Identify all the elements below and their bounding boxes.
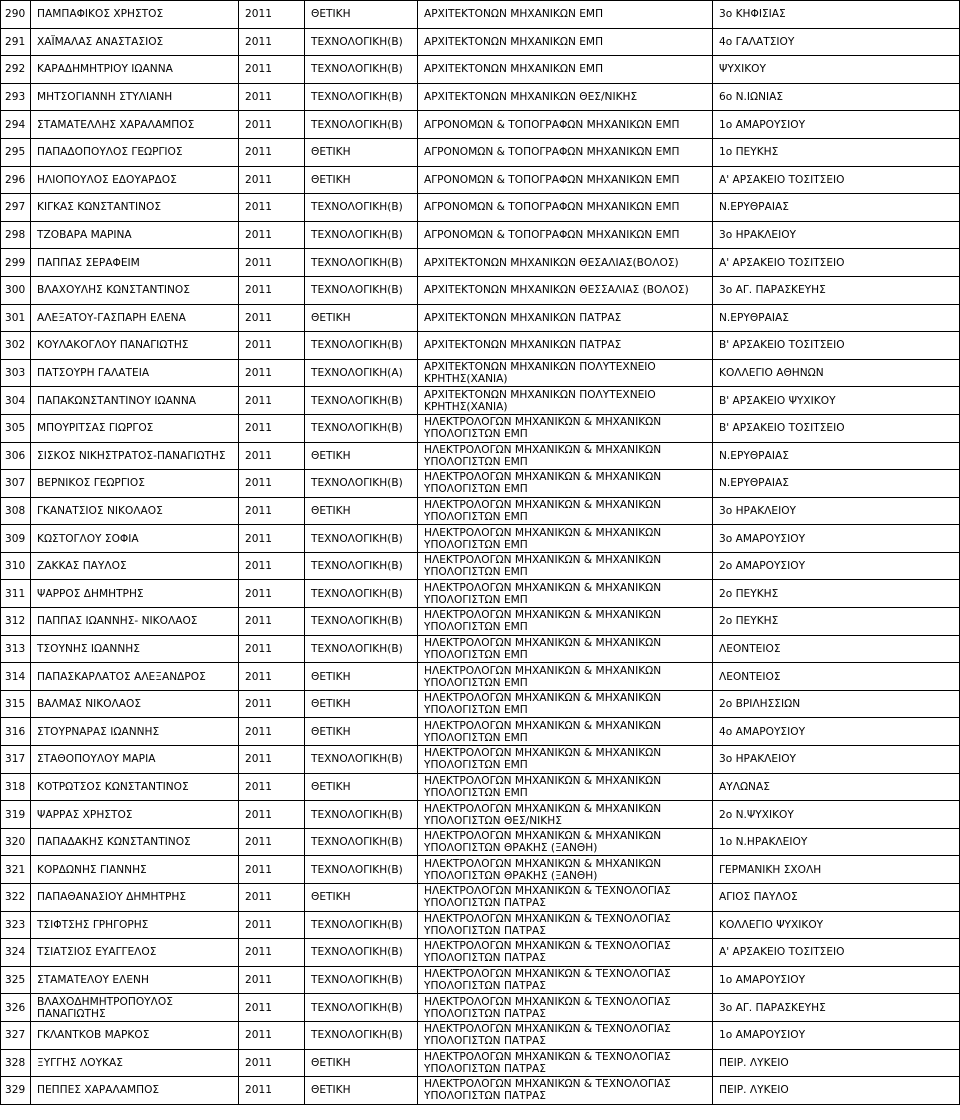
school-cell: 3ο ΗΡΑΚΛΕΙΟΥ	[713, 497, 960, 525]
school-cell: 1ο ΑΜΑΡΟΥΣΙΟΥ	[713, 966, 960, 994]
table-row	[1, 552, 960, 580]
student-name-cell: ΚΟΥΛΑΚΟΓΛΟΥ ΠΑΝΑΓΙΩΤΗΣ	[31, 332, 239, 360]
school-cell: 4ο ΑΜΑΡΟΥΣΙΟΥ	[713, 718, 960, 746]
student-name-cell: ΓΚΛΑΝΤΚΟΒ ΜΑΡΚΟΣ	[31, 1021, 239, 1049]
school-cell: ΛΕΟΝΤΕΙΟΣ	[713, 635, 960, 663]
table-row	[1, 856, 960, 884]
department-cell: ΑΡΧΙΤΕΚΤΟΝΩΝ ΜΗΧΑΝΙΚΩΝ ΘΕΣΑΛΙΑΣ(ΒΟΛΟΣ)	[418, 249, 713, 277]
year-cell: 2011	[239, 580, 305, 608]
student-name-cell: ΠΑΠΠΑΣ ΣΕΡΑΦΕΙΜ	[31, 249, 239, 277]
table-row	[1, 525, 960, 553]
department-cell: ΑΓΡΟΝΟΜΩΝ & ΤΟΠΟΓΡΑΦΩΝ ΜΗΧΑΝΙΚΩΝ ΕΜΠ	[418, 166, 713, 194]
direction-cell: ΤΕΧΝΟΛΟΓΙΚΗ(Β)	[305, 994, 418, 1022]
school-cell: Β' ΑΡΣΑΚΕΙΟ ΨΥΧΙΚΟΥ	[713, 387, 960, 415]
table-row	[1, 718, 960, 746]
row-number-cell: 307	[1, 470, 31, 498]
direction-cell: ΘΕΤΙΚΗ	[305, 690, 418, 718]
year-cell: 2011	[239, 994, 305, 1022]
year-cell: 2011	[239, 635, 305, 663]
row-number-cell: 308	[1, 497, 31, 525]
department-cell: ΑΡΧΙΤΕΚΤΟΝΩΝ ΜΗΧΑΝΙΚΩΝ ΘΕΣ/ΝΙΚΗΣ	[418, 83, 713, 111]
table-body	[1, 1, 960, 1105]
school-cell: ΚΟΛΛΕΓΙΟ ΨΥΧΙΚΟΥ	[713, 911, 960, 939]
student-name-cell: ΚΩΣΤΟΓΛΟΥ ΣΟΦΙΑ	[31, 525, 239, 553]
school-cell: 3ο ΑΓ. ΠΑΡΑΣΚΕΥΗΣ	[713, 276, 960, 304]
student-name-cell: ΣΤΑΘΟΠΟΥΛΟΥ ΜΑΡΙΑ	[31, 746, 239, 774]
department-cell: ΗΛΕΚΤΡΟΛΟΓΩΝ ΜΗΧΑΝΙΚΩΝ & ΜΗΧΑΝΙΚΩΝ ΥΠΟΛΟΓΙΣΤΩΝ ΕΜΠ	[418, 580, 713, 608]
school-cell: Α' ΑΡΣΑΚΕΙΟ ΤΟΣΙΤΣΕΙΟ	[713, 939, 960, 967]
department-cell: ΗΛΕΚΤΡΟΛΟΓΩΝ ΜΗΧΑΝΙΚΩΝ & ΤΕΧΝΟΛΟΓΙΑΣ ΥΠΟΛΟΓΙΣΤΩΝ ΠΑΤΡΑΣ	[418, 884, 713, 912]
year-cell: 2011	[239, 718, 305, 746]
school-cell: 2ο Ν.ΨΥΧΙΚΟΥ	[713, 801, 960, 829]
school-cell: Ν.ΕΡΥΘΡΑΙΑΣ	[713, 470, 960, 498]
student-name-cell: ΤΣΙΦΤΣΗΣ ΓΡΗΓΟΡΗΣ	[31, 911, 239, 939]
department-cell: ΑΡΧΙΤΕΚΤΟΝΩΝ ΜΗΧΑΝΙΚΩΝ ΠΑΤΡΑΣ	[418, 304, 713, 332]
year-cell: 2011	[239, 304, 305, 332]
year-cell: 2011	[239, 442, 305, 470]
school-cell: 1ο Ν.ΗΡΑΚΛΕΙΟΥ	[713, 828, 960, 856]
school-cell: 3ο ΑΜΑΡΟΥΣΙΟΥ	[713, 525, 960, 553]
department-cell: ΗΛΕΚΤΡΟΛΟΓΩΝ ΜΗΧΑΝΙΚΩΝ & ΜΗΧΑΝΙΚΩΝ ΥΠΟΛΟΓΙΣΤΩΝ ΕΜΠ	[418, 635, 713, 663]
row-number-cell: 301	[1, 304, 31, 332]
school-cell: 3ο ΗΡΑΚΛΕΙΟΥ	[713, 746, 960, 774]
direction-cell: ΤΕΧΝΟΛΟΓΙΚΗ(Β)	[305, 1021, 418, 1049]
school-cell: 2ο ΠΕΥΚΗΣ	[713, 608, 960, 636]
row-number-cell: 310	[1, 552, 31, 580]
table-row	[1, 497, 960, 525]
department-cell: ΑΓΡΟΝΟΜΩΝ & ΤΟΠΟΓΡΑΦΩΝ ΜΗΧΑΝΙΚΩΝ ΕΜΠ	[418, 194, 713, 222]
year-cell: 2011	[239, 138, 305, 166]
department-cell: ΗΛΕΚΤΡΟΛΟΓΩΝ ΜΗΧΑΝΙΚΩΝ & ΜΗΧΑΝΙΚΩΝ ΥΠΟΛΟΓΙΣΤΩΝ ΕΜΠ	[418, 470, 713, 498]
row-number-cell: 327	[1, 1021, 31, 1049]
student-name-cell: ΠΑΠΑΣΚΑΡΛΑΤΟΣ ΑΛΕΞΑΝΔΡΟΣ	[31, 663, 239, 691]
student-name-cell: ΨΑΡΡΟΣ ΔΗΜΗΤΡΗΣ	[31, 580, 239, 608]
direction-cell: ΘΕΤΙΚΗ	[305, 138, 418, 166]
department-cell: ΗΛΕΚΤΡΟΛΟΓΩΝ ΜΗΧΑΝΙΚΩΝ & ΤΕΧΝΟΛΟΓΙΑΣ ΥΠΟΛΟΓΙΣΤΩΝ ΠΑΤΡΑΣ	[418, 939, 713, 967]
table-row	[1, 746, 960, 774]
direction-cell: ΤΕΧΝΟΛΟΓΙΚΗ(Β)	[305, 414, 418, 442]
school-cell: ΑΓΙΟΣ ΠΑΥΛΟΣ	[713, 884, 960, 912]
table-row	[1, 939, 960, 967]
table-row	[1, 1021, 960, 1049]
department-cell: ΗΛΕΚΤΡΟΛΟΓΩΝ ΜΗΧΑΝΙΚΩΝ & ΜΗΧΑΝΙΚΩΝ ΥΠΟΛΟΓΙΣΤΩΝ ΕΜΠ	[418, 497, 713, 525]
table-row	[1, 28, 960, 56]
student-name-cell: ΠΑΤΣΟΥΡΗ ΓΑΛΑΤΕΙΑ	[31, 359, 239, 387]
row-number-cell: 304	[1, 387, 31, 415]
department-cell: ΗΛΕΚΤΡΟΛΟΓΩΝ ΜΗΧΑΝΙΚΩΝ & ΤΕΧΝΟΛΟΓΙΑΣ ΥΠΟΛΟΓΙΣΤΩΝ ΠΑΤΡΑΣ	[418, 966, 713, 994]
department-cell: ΗΛΕΚΤΡΟΛΟΓΩΝ ΜΗΧΑΝΙΚΩΝ & ΤΕΧΝΟΛΟΓΙΑΣ ΥΠΟΛΟΓΙΣΤΩΝ ΠΑΤΡΑΣ	[418, 1021, 713, 1049]
student-name-cell: ΣΙΣΚΟΣ ΝΙΚΗΣΤΡΑΤΟΣ-ΠΑΝΑΓΙΩΤΗΣ	[31, 442, 239, 470]
year-cell: 2011	[239, 552, 305, 580]
direction-cell: ΤΕΧΝΟΛΟΓΙΚΗ(Β)	[305, 111, 418, 139]
student-name-cell: ΤΣΟΥΝΗΣ ΙΩΑΝΝΗΣ	[31, 635, 239, 663]
student-name-cell: ΚΟΤΡΩΤΣΟΣ ΚΩΝΣΤΑΝΤΙΝΟΣ	[31, 773, 239, 801]
table-row	[1, 332, 960, 360]
table-row	[1, 828, 960, 856]
student-name-cell: ΗΛΙΟΠΟΥΛΟΣ ΕΔΟΥΑΡΔΟΣ	[31, 166, 239, 194]
table-row	[1, 1049, 960, 1077]
student-name-cell: ΠΑΜΠΑΦΙΚΟΣ ΧΡΗΣΤΟΣ	[31, 1, 239, 29]
department-cell: ΑΓΡΟΝΟΜΩΝ & ΤΟΠΟΓΡΑΦΩΝ ΜΗΧΑΝΙΚΩΝ ΕΜΠ	[418, 221, 713, 249]
student-name-cell: ΒΕΡΝΙΚΟΣ ΓΕΩΡΓΙΟΣ	[31, 470, 239, 498]
year-cell: 2011	[239, 663, 305, 691]
table-row	[1, 1077, 960, 1105]
table-row	[1, 580, 960, 608]
school-cell: Α' ΑΡΣΑΚΕΙΟ ΤΟΣΙΤΣΕΙΟ	[713, 166, 960, 194]
school-cell: Β' ΑΡΣΑΚΕΙΟ ΤΟΣΙΤΣΕΙΟ	[713, 332, 960, 360]
year-cell: 2011	[239, 746, 305, 774]
direction-cell: ΤΕΧΝΟΛΟΓΙΚΗ(Β)	[305, 83, 418, 111]
direction-cell: ΤΕΧΝΟΛΟΓΙΚΗ(Β)	[305, 194, 418, 222]
table-row	[1, 608, 960, 636]
department-cell: ΑΡΧΙΤΕΚΤΟΝΩΝ ΜΗΧΑΝΙΚΩΝ ΠΟΛΥΤΕΧΝΕΙΟ ΚΡΗΤΗΣ(ΧΑΝΙΑ)	[418, 387, 713, 415]
year-cell: 2011	[239, 83, 305, 111]
direction-cell: ΤΕΧΝΟΛΟΓΙΚΗ(Β)	[305, 580, 418, 608]
school-cell: 3ο ΚΗΦΙΣΙΑΣ	[713, 1, 960, 29]
department-cell: ΗΛΕΚΤΡΟΛΟΓΩΝ ΜΗΧΑΝΙΚΩΝ & ΜΗΧΑΝΙΚΩΝ ΥΠΟΛΟΓΙΣΤΩΝ ΕΜΠ	[418, 552, 713, 580]
school-cell: 3ο ΗΡΑΚΛΕΙΟΥ	[713, 221, 960, 249]
direction-cell: ΤΕΧΝΟΛΟΓΙΚΗ(Β)	[305, 332, 418, 360]
direction-cell: ΤΕΧΝΟΛΟΓΙΚΗ(Β)	[305, 966, 418, 994]
year-cell: 2011	[239, 221, 305, 249]
direction-cell: ΤΕΧΝΟΛΟΓΙΚΗ(Β)	[305, 56, 418, 84]
row-number-cell: 290	[1, 1, 31, 29]
school-cell: 2ο ΒΡΙΛΗΣΣΙΩΝ	[713, 690, 960, 718]
department-cell: ΗΛΕΚΤΡΟΛΟΓΩΝ ΜΗΧΑΝΙΚΩΝ & ΜΗΧΑΝΙΚΩΝ ΥΠΟΛΟΓΙΣΤΩΝ ΕΜΠ	[418, 718, 713, 746]
student-name-cell: ΤΣΙΑΤΣΙΟΣ ΕΥΑΓΓΕΛΟΣ	[31, 939, 239, 967]
direction-cell: ΤΕΧΝΟΛΟΓΙΚΗ(Β)	[305, 525, 418, 553]
department-cell: ΗΛΕΚΤΡΟΛΟΓΩΝ ΜΗΧΑΝΙΚΩΝ & ΜΗΧΑΝΙΚΩΝ ΥΠΟΛΟΓΙΣΤΩΝ ΕΜΠ	[418, 525, 713, 553]
table-row	[1, 194, 960, 222]
school-cell: 1ο ΑΜΑΡΟΥΣΙΟΥ	[713, 111, 960, 139]
year-cell: 2011	[239, 884, 305, 912]
row-number-cell: 298	[1, 221, 31, 249]
direction-cell: ΤΕΧΝΟΛΟΓΙΚΗ(Β)	[305, 276, 418, 304]
year-cell: 2011	[239, 194, 305, 222]
table-row	[1, 83, 960, 111]
department-cell: ΗΛΕΚΤΡΟΛΟΓΩΝ ΜΗΧΑΝΙΚΩΝ & ΜΗΧΑΝΙΚΩΝ ΥΠΟΛΟΓΙΣΤΩΝ ΕΜΠ	[418, 663, 713, 691]
year-cell: 2011	[239, 911, 305, 939]
student-name-cell: ΑΛΕΞΑΤΟΥ-ΓΑΣΠΑΡΗ ΕΛΕΝΑ	[31, 304, 239, 332]
year-cell: 2011	[239, 470, 305, 498]
year-cell: 2011	[239, 1049, 305, 1077]
school-cell: ΓΕΡΜΑΝΙΚΗ ΣΧΟΛΗ	[713, 856, 960, 884]
table-row	[1, 56, 960, 84]
row-number-cell: 291	[1, 28, 31, 56]
table-row	[1, 166, 960, 194]
student-name-cell: ΜΗΤΣΟΓΙΑΝΝΗ ΣΤΥΛΙΑΝΗ	[31, 83, 239, 111]
year-cell: 2011	[239, 1077, 305, 1105]
student-name-cell: ΚΟΡΔΩΝΗΣ ΓΙΑΝΝΗΣ	[31, 856, 239, 884]
department-cell: ΑΡΧΙΤΕΚΤΟΝΩΝ ΜΗΧΑΝΙΚΩΝ ΠΑΤΡΑΣ	[418, 332, 713, 360]
year-cell: 2011	[239, 359, 305, 387]
table-row	[1, 414, 960, 442]
row-number-cell: 295	[1, 138, 31, 166]
year-cell: 2011	[239, 828, 305, 856]
year-cell: 2011	[239, 939, 305, 967]
row-number-cell: 323	[1, 911, 31, 939]
school-cell: ΛΕΟΝΤΕΙΟΣ	[713, 663, 960, 691]
table-row	[1, 470, 960, 498]
school-cell: 4ο ΓΑΛΑΤΣΙΟΥ	[713, 28, 960, 56]
school-cell: 6ο Ν.ΙΩΝΙΑΣ	[713, 83, 960, 111]
table-row	[1, 994, 960, 1022]
school-cell: 1ο ΠΕΥΚΗΣ	[713, 138, 960, 166]
school-cell: Α' ΑΡΣΑΚΕΙΟ ΤΟΣΙΤΣΕΙΟ	[713, 249, 960, 277]
student-name-cell: ΒΑΛΜΑΣ ΝΙΚΟΛΑΟΣ	[31, 690, 239, 718]
school-cell: 2ο ΠΕΥΚΗΣ	[713, 580, 960, 608]
student-name-cell: ΒΛΑΧΟΔΗΜΗΤΡΟΠΟΥΛΟΣ ΠΑΝΑΓΙΩΤΗΣ	[31, 994, 239, 1022]
direction-cell: ΤΕΧΝΟΛΟΓΙΚΗ(Β)	[305, 746, 418, 774]
school-cell: ΠΕΙΡ. ΛΥΚΕΙΟ	[713, 1077, 960, 1105]
student-name-cell: ΓΚΑΝΑΤΣΙΟΣ ΝΙΚΟΛΑΟΣ	[31, 497, 239, 525]
school-cell: 3ο ΑΓ. ΠΑΡΑΣΚΕΥΗΣ	[713, 994, 960, 1022]
year-cell: 2011	[239, 414, 305, 442]
year-cell: 2011	[239, 966, 305, 994]
table-row	[1, 276, 960, 304]
school-cell: 1ο ΑΜΑΡΟΥΣΙΟΥ	[713, 1021, 960, 1049]
row-number-cell: 294	[1, 111, 31, 139]
row-number-cell: 297	[1, 194, 31, 222]
row-number-cell: 321	[1, 856, 31, 884]
row-number-cell: 316	[1, 718, 31, 746]
row-number-cell: 313	[1, 635, 31, 663]
department-cell: ΑΡΧΙΤΕΚΤΟΝΩΝ ΜΗΧΑΝΙΚΩΝ ΕΜΠ	[418, 1, 713, 29]
table-row	[1, 663, 960, 691]
student-name-cell: ΜΠΟΥΡΙΤΣΑΣ ΓΙΩΡΓΟΣ	[31, 414, 239, 442]
student-name-cell: ΧΑΪΜΑΛΑΣ ΑΝΑΣΤΑΣΙΟΣ	[31, 28, 239, 56]
department-cell: ΗΛΕΚΤΡΟΛΟΓΩΝ ΜΗΧΑΝΙΚΩΝ & ΤΕΧΝΟΛΟΓΙΑΣ ΥΠΟΛΟΓΙΣΤΩΝ ΠΑΤΡΑΣ	[418, 1049, 713, 1077]
row-number-cell: 302	[1, 332, 31, 360]
direction-cell: ΘΕΤΙΚΗ	[305, 497, 418, 525]
row-number-cell: 305	[1, 414, 31, 442]
row-number-cell: 317	[1, 746, 31, 774]
table-row	[1, 249, 960, 277]
row-number-cell: 328	[1, 1049, 31, 1077]
student-name-cell: ΠΑΠΑΚΩΝΣΤΑΝΤΙΝΟΥ ΙΩΑΝΝΑ	[31, 387, 239, 415]
department-cell: ΗΛΕΚΤΡΟΛΟΓΩΝ ΜΗΧΑΝΙΚΩΝ & ΜΗΧΑΝΙΚΩΝ ΥΠΟΛΟΓΙΣΤΩΝ ΘΡΑΚΗΣ (ΞΑΝΘΗ)	[418, 856, 713, 884]
student-name-cell: ΒΛΑΧΟΥΛΗΣ ΚΩΝΣΤΑΝΤΙΝΟΣ	[31, 276, 239, 304]
direction-cell: ΤΕΧΝΟΛΟΓΙΚΗ(Β)	[305, 801, 418, 829]
table-row	[1, 635, 960, 663]
department-cell: ΑΡΧΙΤΕΚΤΟΝΩΝ ΜΗΧΑΝΙΚΩΝ ΠΟΛΥΤΕΧΝΕΙΟ ΚΡΗΤΗΣ(ΧΑΝΙΑ)	[418, 359, 713, 387]
row-number-cell: 318	[1, 773, 31, 801]
department-cell: ΗΛΕΚΤΡΟΛΟΓΩΝ ΜΗΧΑΝΙΚΩΝ & ΜΗΧΑΝΙΚΩΝ ΥΠΟΛΟΓΙΣΤΩΝ ΕΜΠ	[418, 414, 713, 442]
direction-cell: ΘΕΤΙΚΗ	[305, 718, 418, 746]
school-cell: 2ο ΑΜΑΡΟΥΣΙΟΥ	[713, 552, 960, 580]
year-cell: 2011	[239, 608, 305, 636]
row-number-cell: 296	[1, 166, 31, 194]
student-name-cell: ΠΑΠΑΔΑΚΗΣ ΚΩΝΣΤΑΝΤΙΝΟΣ	[31, 828, 239, 856]
table-row	[1, 966, 960, 994]
student-name-cell: ΣΤΟΥΡΝΑΡΑΣ ΙΩΑΝΝΗΣ	[31, 718, 239, 746]
direction-cell: ΤΕΧΝΟΛΟΓΙΚΗ(Β)	[305, 828, 418, 856]
row-number-cell: 314	[1, 663, 31, 691]
student-name-cell: ΚΑΡΑΔΗΜΗΤΡΙΟΥ ΙΩΑΝΝΑ	[31, 56, 239, 84]
school-cell: Ν.ΕΡΥΘΡΑΙΑΣ	[713, 304, 960, 332]
direction-cell: ΤΕΧΝΟΛΟΓΙΚΗ(Β)	[305, 249, 418, 277]
row-number-cell: 322	[1, 884, 31, 912]
department-cell: ΗΛΕΚΤΡΟΛΟΓΩΝ ΜΗΧΑΝΙΚΩΝ & ΤΕΧΝΟΛΟΓΙΑΣ ΥΠΟΛΟΓΙΣΤΩΝ ΠΑΤΡΑΣ	[418, 994, 713, 1022]
table-row	[1, 138, 960, 166]
direction-cell: ΤΕΧΝΟΛΟΓΙΚΗ(Β)	[305, 911, 418, 939]
direction-cell: ΤΕΧΝΟΛΟΓΙΚΗ(Β)	[305, 552, 418, 580]
department-cell: ΗΛΕΚΤΡΟΛΟΓΩΝ ΜΗΧΑΝΙΚΩΝ & ΜΗΧΑΝΙΚΩΝ ΥΠΟΛΟΓΙΣΤΩΝ ΕΜΠ	[418, 746, 713, 774]
row-number-cell: 311	[1, 580, 31, 608]
direction-cell: ΤΕΧΝΟΛΟΓΙΚΗ(Β)	[305, 939, 418, 967]
school-cell: ΑΥΛΩΝΑΣ	[713, 773, 960, 801]
year-cell: 2011	[239, 497, 305, 525]
table-row	[1, 911, 960, 939]
table-row	[1, 387, 960, 415]
department-cell: ΗΛΕΚΤΡΟΛΟΓΩΝ ΜΗΧΑΝΙΚΩΝ & ΜΗΧΑΝΙΚΩΝ ΥΠΟΛΟΓΙΣΤΩΝ ΕΜΠ	[418, 773, 713, 801]
direction-cell: ΘΕΤΙΚΗ	[305, 1077, 418, 1105]
direction-cell: ΘΕΤΙΚΗ	[305, 663, 418, 691]
table-row	[1, 111, 960, 139]
year-cell: 2011	[239, 1021, 305, 1049]
student-name-cell: ΠΕΠΠΕΣ ΧΑΡΑΛΑΜΠΟΣ	[31, 1077, 239, 1105]
direction-cell: ΘΕΤΙΚΗ	[305, 773, 418, 801]
year-cell: 2011	[239, 166, 305, 194]
year-cell: 2011	[239, 801, 305, 829]
table-row	[1, 1, 960, 29]
student-name-cell: ΞΥΓΓΗΣ ΛΟΥΚΑΣ	[31, 1049, 239, 1077]
table-row	[1, 884, 960, 912]
table-row	[1, 304, 960, 332]
student-name-cell: ΠΑΠΑΘΑΝΑΣΙΟΥ ΔΗΜΗΤΡΗΣ	[31, 884, 239, 912]
student-name-cell: ΤΖΟΒΑΡΑ ΜΑΡΙΝΑ	[31, 221, 239, 249]
year-cell: 2011	[239, 525, 305, 553]
table-row	[1, 221, 960, 249]
school-cell: Ν.ΕΡΥΘΡΑΙΑΣ	[713, 194, 960, 222]
department-cell: ΗΛΕΚΤΡΟΛΟΓΩΝ ΜΗΧΑΝΙΚΩΝ & ΤΕΧΝΟΛΟΓΙΑΣ ΥΠΟΛΟΓΙΣΤΩΝ ΠΑΤΡΑΣ	[418, 1077, 713, 1105]
department-cell: ΑΓΡΟΝΟΜΩΝ & ΤΟΠΟΓΡΑΦΩΝ ΜΗΧΑΝΙΚΩΝ ΕΜΠ	[418, 111, 713, 139]
year-cell: 2011	[239, 28, 305, 56]
student-name-cell: ΣΤΑΜΑΤΕΛΟΥ ΕΛΕΝΗ	[31, 966, 239, 994]
direction-cell: ΤΕΧΝΟΛΟΓΙΚΗ(Β)	[305, 470, 418, 498]
department-cell: ΗΛΕΚΤΡΟΛΟΓΩΝ ΜΗΧΑΝΙΚΩΝ & ΜΗΧΑΝΙΚΩΝ ΥΠΟΛΟΓΙΣΤΩΝ ΕΜΠ	[418, 608, 713, 636]
direction-cell: ΤΕΧΝΟΛΟΓΙΚΗ(Β)	[305, 387, 418, 415]
table-row	[1, 773, 960, 801]
row-number-cell: 324	[1, 939, 31, 967]
table-row	[1, 690, 960, 718]
school-cell: ΚΟΛΛΕΓΙΟ ΑΘΗΝΩΝ	[713, 359, 960, 387]
year-cell: 2011	[239, 249, 305, 277]
year-cell: 2011	[239, 276, 305, 304]
department-cell: ΑΡΧΙΤΕΚΤΟΝΩΝ ΜΗΧΑΝΙΚΩΝ ΘΕΣΣΑΛΙΑΣ (ΒΟΛΟΣ)	[418, 276, 713, 304]
year-cell: 2011	[239, 690, 305, 718]
direction-cell: ΘΕΤΙΚΗ	[305, 166, 418, 194]
row-number-cell: 306	[1, 442, 31, 470]
school-cell: ΨΥΧΙΚΟΥ	[713, 56, 960, 84]
row-number-cell: 319	[1, 801, 31, 829]
row-number-cell: 329	[1, 1077, 31, 1105]
year-cell: 2011	[239, 856, 305, 884]
row-number-cell: 299	[1, 249, 31, 277]
department-cell: ΑΓΡΟΝΟΜΩΝ & ΤΟΠΟΓΡΑΦΩΝ ΜΗΧΑΝΙΚΩΝ ΕΜΠ	[418, 138, 713, 166]
direction-cell: ΘΕΤΙΚΗ	[305, 1, 418, 29]
student-name-cell: ΖΑΚΚΑΣ ΠΑΥΛΟΣ	[31, 552, 239, 580]
school-cell: Β' ΑΡΣΑΚΕΙΟ ΤΟΣΙΤΣΕΙΟ	[713, 414, 960, 442]
student-name-cell: ΚΙΓΚΑΣ ΚΩΝΣΤΑΝΤΙΝΟΣ	[31, 194, 239, 222]
direction-cell: ΘΕΤΙΚΗ	[305, 304, 418, 332]
department-cell: ΗΛΕΚΤΡΟΛΟΓΩΝ ΜΗΧΑΝΙΚΩΝ & ΜΗΧΑΝΙΚΩΝ ΥΠΟΛΟΓΙΣΤΩΝ ΘΡΑΚΗΣ (ΞΑΝΘΗ)	[418, 828, 713, 856]
direction-cell: ΤΕΧΝΟΛΟΓΙΚΗ(Β)	[305, 635, 418, 663]
year-cell: 2011	[239, 1, 305, 29]
department-cell: ΗΛΕΚΤΡΟΛΟΓΩΝ ΜΗΧΑΝΙΚΩΝ & ΤΕΧΝΟΛΟΓΙΑΣ ΥΠΟΛΟΓΙΣΤΩΝ ΠΑΤΡΑΣ	[418, 911, 713, 939]
direction-cell: ΤΕΧΝΟΛΟΓΙΚΗ(Β)	[305, 856, 418, 884]
row-number-cell: 320	[1, 828, 31, 856]
row-number-cell: 293	[1, 83, 31, 111]
year-cell: 2011	[239, 773, 305, 801]
row-number-cell: 315	[1, 690, 31, 718]
direction-cell: ΤΕΧΝΟΛΟΓΙΚΗ(Α)	[305, 359, 418, 387]
table-row	[1, 442, 960, 470]
year-cell: 2011	[239, 387, 305, 415]
row-number-cell: 309	[1, 525, 31, 553]
department-cell: ΑΡΧΙΤΕΚΤΟΝΩΝ ΜΗΧΑΝΙΚΩΝ ΕΜΠ	[418, 56, 713, 84]
year-cell: 2011	[239, 111, 305, 139]
school-cell: Ν.ΕΡΥΘΡΑΙΑΣ	[713, 442, 960, 470]
row-number-cell: 303	[1, 359, 31, 387]
student-name-cell: ΣΤΑΜΑΤΕΛΛΗΣ ΧΑΡΑΛΑΜΠΟΣ	[31, 111, 239, 139]
row-number-cell: 326	[1, 994, 31, 1022]
student-name-cell: ΨΑΡΡΑΣ ΧΡΗΣΤΟΣ	[31, 801, 239, 829]
table-row	[1, 801, 960, 829]
row-number-cell: 325	[1, 966, 31, 994]
direction-cell: ΘΕΤΙΚΗ	[305, 1049, 418, 1077]
table-row	[1, 359, 960, 387]
department-cell: ΗΛΕΚΤΡΟΛΟΓΩΝ ΜΗΧΑΝΙΚΩΝ & ΜΗΧΑΝΙΚΩΝ ΥΠΟΛΟΓΙΣΤΩΝ ΘΕΣ/ΝΙΚΗΣ	[418, 801, 713, 829]
direction-cell: ΤΕΧΝΟΛΟΓΙΚΗ(Β)	[305, 608, 418, 636]
direction-cell: ΘΕΤΙΚΗ	[305, 442, 418, 470]
direction-cell: ΘΕΤΙΚΗ	[305, 884, 418, 912]
row-number-cell: 292	[1, 56, 31, 84]
student-name-cell: ΠΑΠΠΑΣ ΙΩΑΝΝΗΣ- ΝΙΚΟΛΑΟΣ	[31, 608, 239, 636]
row-number-cell: 300	[1, 276, 31, 304]
year-cell: 2011	[239, 56, 305, 84]
student-name-cell: ΠΑΠΑΔΟΠΟΥΛΟΣ ΓΕΩΡΓΙΟΣ	[31, 138, 239, 166]
department-cell: ΗΛΕΚΤΡΟΛΟΓΩΝ ΜΗΧΑΝΙΚΩΝ & ΜΗΧΑΝΙΚΩΝ ΥΠΟΛΟΓΙΣΤΩΝ ΕΜΠ	[418, 690, 713, 718]
row-number-cell: 312	[1, 608, 31, 636]
direction-cell: ΤΕΧΝΟΛΟΓΙΚΗ(Β)	[305, 221, 418, 249]
year-cell: 2011	[239, 332, 305, 360]
school-cell: ΠΕΙΡ. ΛΥΚΕΙΟ	[713, 1049, 960, 1077]
department-cell: ΗΛΕΚΤΡΟΛΟΓΩΝ ΜΗΧΑΝΙΚΩΝ & ΜΗΧΑΝΙΚΩΝ ΥΠΟΛΟΓΙΣΤΩΝ ΕΜΠ	[418, 442, 713, 470]
department-cell: ΑΡΧΙΤΕΚΤΟΝΩΝ ΜΗΧΑΝΙΚΩΝ ΕΜΠ	[418, 28, 713, 56]
direction-cell: ΤΕΧΝΟΛΟΓΙΚΗ(Β)	[305, 28, 418, 56]
